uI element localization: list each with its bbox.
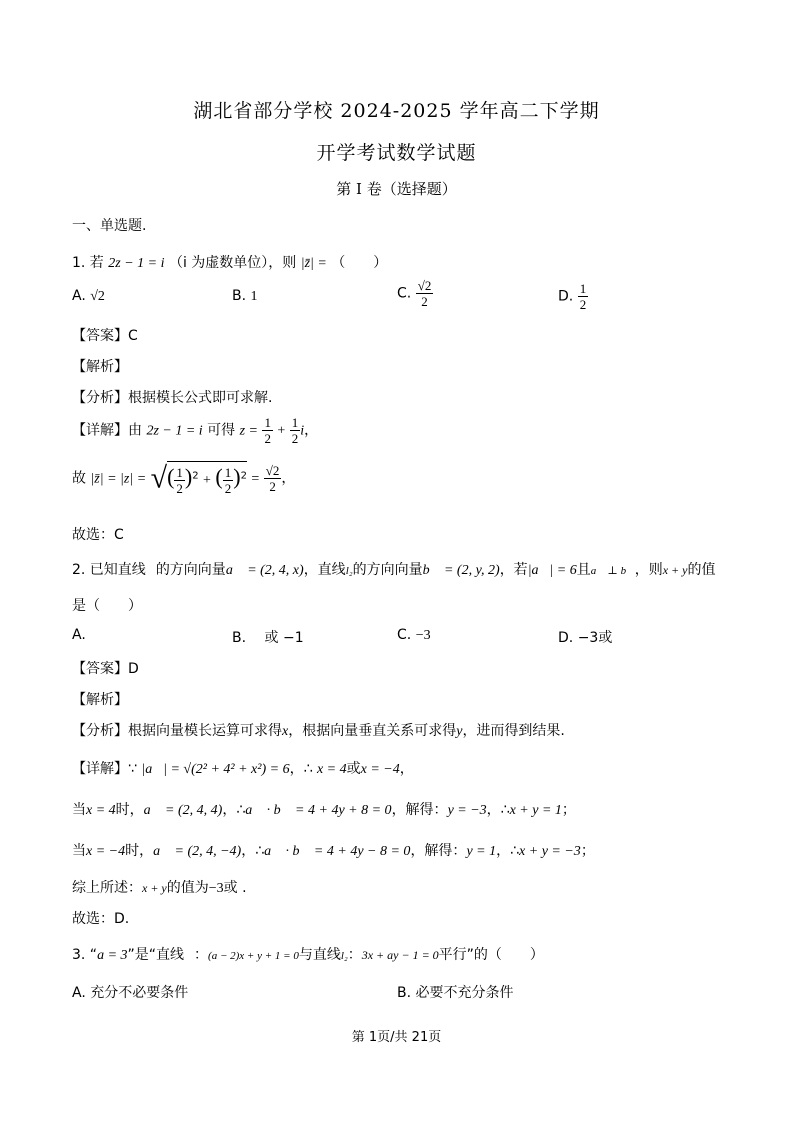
q1-modulus-line: 故 |z̄| = |z| = √( $\frac{1}{2}$ )$^2$ + ( $\frac{1}{2}$ )$^2$ = $\frac{√2}{2}$ ， — [72, 461, 296, 496]
q2-text-2: 的方向向量 — [155, 562, 226, 578]
q1-rad-half-1-num: 1 — [176, 464, 183, 480]
q1-half-2-num: 1 — [291, 415, 299, 430]
title-line-1: 湖北省部分学校 2024-2025 学年高二下学期 — [193, 100, 600, 122]
q2-option-c — [397, 627, 431, 644]
q2-detail-mid: ，∴ — [289, 761, 313, 777]
q2-summary-c: 或 . — [223, 880, 247, 896]
q2-vector-b: b⃗ = (2, y, 2) — [422, 563, 500, 578]
q2-xy: x + y — [662, 563, 688, 577]
q1-mid: （i 为虚数单位），则 — [168, 255, 297, 271]
q1-option-d-fraction — [578, 281, 589, 312]
q2-case-2 — [72, 840, 595, 860]
q1-half-2 — [290, 415, 301, 446]
q1-detail — [72, 415, 318, 446]
q1-option-a-label: A. — [72, 288, 86, 304]
q2-case1-b: 时， — [115, 802, 144, 818]
q2-end-comma: ， — [399, 761, 414, 777]
q1-option-d-label: D. — [558, 288, 574, 305]
q3-text-1: 3. “ — [72, 947, 98, 963]
q2-fenxi-x: x — [282, 724, 289, 739]
q1-abs: |z̄| = — [300, 256, 327, 271]
q1-option-c-num: √2 — [417, 278, 432, 293]
q1-half-1 — [262, 415, 273, 446]
q2-case2-b: 时， — [125, 843, 154, 859]
q2-option-d — [558, 627, 612, 647]
q1-option-b-label: B. — [232, 288, 247, 304]
q3-option-b: B. 必要不充分条件 — [397, 985, 514, 1001]
q3-text-3: 与直线 — [298, 947, 341, 963]
q2-l2: l₂ — [345, 565, 353, 577]
q1-gu: 故 — [72, 470, 86, 487]
q1-rad-half-1 — [174, 465, 185, 496]
q2-choose: 故选：D. — [72, 911, 130, 927]
q2-case2-x: x = −4 — [86, 844, 126, 859]
q1-equation: 2z − 1 = i — [108, 256, 165, 271]
q1-mod-eq: |z̄| = |z| = — [90, 471, 147, 487]
q2-summary-a: 综上所述： — [72, 880, 142, 896]
q2-detail-eq: |a⃗| = √(2² + 4² + x²) = 6 — [141, 762, 290, 777]
q2-answer: 【答案】D — [72, 661, 139, 677]
q1-option-a — [72, 288, 105, 305]
q1-option-a-value: √2 — [90, 289, 105, 304]
q2-text-6: 且 — [576, 562, 591, 578]
q1-option-c-fraction — [416, 278, 434, 309]
q3-l2-eq: 3x + ay − 1 = 0 — [361, 948, 439, 962]
q1-detail-label: 【详解】由 — [72, 422, 142, 439]
q1-sq-1: 2 — [192, 470, 199, 482]
q2-vector-a: a⃗ = (2, 4, x) — [225, 563, 304, 578]
q2-text-7: ，则 — [634, 562, 663, 578]
q2-case1-sum: x + y = 1 — [509, 803, 562, 818]
q2-case1-c: ，∴ — [222, 802, 246, 818]
q2-case1-f: ； — [561, 802, 576, 818]
q3-cond: a = 3 — [97, 948, 128, 963]
q2-case2-c: ，∴ — [241, 843, 265, 859]
q2-fenxi-2: ，根据向量垂直关系可求得 — [288, 723, 457, 739]
q2-case2-sum: x + y = −3 — [519, 844, 581, 859]
q1-radicand: ( $\frac{1}{2}$ )$^2$ + ( $\frac{1}{2}$ )$^2$ — [167, 461, 247, 496]
q2-case2-dot: a⃗ · b⃗ = 4 + 4y − 8 = 0 — [264, 844, 411, 859]
q2-case1-y: y = −3 — [447, 803, 487, 818]
q1-fenxi: 【分析】根据模长公式即可求解. — [72, 390, 273, 406]
q3-text-5: 平行”的（ ） — [438, 947, 544, 963]
q2-summary-b: 的值为 — [166, 880, 209, 896]
question-1-stem — [72, 252, 387, 272]
q2-summary — [72, 877, 247, 897]
q1-analysis-heading: 【解析】 — [72, 359, 128, 375]
q2-case1-dot: a⃗ · b⃗ = 4 + 4y + 8 = 0 — [245, 803, 392, 818]
q2-option-d-label: D. — [558, 630, 574, 646]
q1-result-den: 2 — [269, 478, 276, 494]
q1-option-b — [232, 288, 258, 305]
q2-case2-e: ，∴ — [496, 843, 520, 859]
q2-option-b-value: 或 −1 — [264, 630, 304, 646]
page-footer: 第 1页/共 21页 — [351, 1030, 442, 1045]
q1-option-c — [397, 278, 433, 309]
title-line-2: 开学考试数学试题 — [316, 142, 477, 164]
q1-rad-half-2-den: 2 — [224, 480, 232, 496]
q1-option-b-value: 1 — [250, 289, 258, 304]
q2-case2-d: ，解得： — [410, 843, 467, 859]
q1-option-c-label: C. — [397, 285, 412, 302]
volume-heading: 第 I 卷（选择题） — [336, 180, 457, 198]
sqrt-icon: √ — [150, 461, 168, 495]
q3-option-a: A. 充分不必要条件 — [72, 985, 189, 1001]
q2-case2-a: 当 — [72, 843, 86, 859]
q1-paren: （ ） — [331, 255, 388, 271]
q2-or: 或 — [346, 761, 361, 777]
q1-choose: 故选：C — [72, 527, 124, 543]
q3-text-4: ： — [347, 947, 362, 963]
q1-detail-z: z = — [239, 423, 258, 439]
q2-case1-x: x = 4 — [86, 803, 116, 818]
q1-rad-half-2 — [223, 465, 234, 496]
q2-summary-xy: x + y — [142, 881, 167, 895]
q2-text-1: 2. 已知直线 — [72, 562, 146, 578]
q1-option-d — [558, 281, 588, 312]
q1-rad-plus: + — [203, 473, 211, 488]
q1-option-c-den: 2 — [421, 294, 428, 309]
q1-half-1-den: 2 — [264, 431, 271, 446]
q2-analysis-heading: 【解析】 — [72, 692, 128, 708]
q2-stem-cont: 是（ ） — [72, 598, 142, 614]
question-2-stem — [72, 559, 715, 579]
q2-fenxi-1: 【分析】根据向量模长运算可求得 — [72, 723, 282, 739]
q3-l2: l₂ — [340, 950, 348, 962]
q2-case1-d: ，解得： — [391, 802, 448, 818]
section-heading: 一、单选题. — [72, 218, 147, 234]
q2-fenxi — [72, 720, 565, 740]
q2-xm4: x = −4 — [360, 762, 400, 777]
q2-case1-vec: a⃗ = (2, 4, 4) — [143, 803, 223, 818]
q2-case2-vec: a⃗ = (2, 4, −4) — [153, 844, 242, 859]
q2-detail-label: 【详解】∵ — [72, 761, 137, 777]
q2-case1-e: ，∴ — [486, 802, 510, 818]
q2-option-c-value: −3 — [415, 628, 431, 643]
q2-case2-f: ； — [580, 843, 595, 859]
q2-case1-a: 当 — [72, 802, 86, 818]
q2-fenxi-y: y — [456, 724, 463, 739]
q2-option-d-value: −3或 — [577, 630, 613, 646]
q2-summary-v: −3 — [208, 881, 224, 896]
q1-detail-mid: 可得 — [207, 422, 236, 439]
q3-l1-eq: (a − 2)x + y + 1 = 0 — [208, 950, 299, 962]
q1-comma: ， — [304, 422, 319, 439]
q2-option-b-label: B. — [232, 630, 247, 646]
q1-sq-2: 2 — [240, 470, 247, 482]
question-3-stem — [72, 944, 544, 964]
q2-text-8: 的值 — [687, 562, 716, 578]
q2-perp: a⃗ ⊥ b⃗ — [590, 565, 635, 577]
q1-detail-eq: 2z − 1 = i — [146, 423, 203, 439]
q1-half-2-den: 2 — [291, 431, 299, 446]
q2-text-3: ，直线 — [303, 562, 346, 578]
q1-plus: + — [277, 423, 286, 439]
q2-case-1 — [72, 799, 576, 819]
q2-x4: x = 4 — [316, 762, 347, 777]
q3-colon: ： — [194, 947, 209, 963]
q1-option-d-num: 1 — [579, 281, 587, 296]
q2-text-5: ，若 — [499, 562, 528, 578]
q3-text-2: ”是“直线 — [127, 947, 185, 963]
q1-rad-half-2-num: 1 — [224, 464, 232, 480]
q2-detail — [72, 758, 414, 778]
q1-half-1-num: 1 — [264, 415, 271, 430]
q1-prefix: 1. 若 — [72, 255, 104, 271]
q1-option-d-den: 2 — [579, 297, 587, 312]
q1-result-fraction — [264, 463, 282, 494]
q2-option-c-label: C. — [397, 627, 412, 643]
q2-option-b — [232, 627, 304, 647]
q2-option-a: A. — [72, 627, 86, 643]
q1-result-comma: ， — [281, 470, 296, 487]
q2-case2-y: y = 1 — [466, 844, 497, 859]
q1-sqrt-expression — [151, 461, 247, 496]
q2-fenxi-3: ，进而得到结果. — [462, 723, 565, 739]
q1-i: i — [300, 423, 305, 439]
q2-mod-a: |a⃗| = 6 — [527, 563, 577, 578]
q2-text-4: 的方向向量 — [352, 562, 423, 578]
q1-answer: 【答案】C — [72, 328, 138, 344]
q1-rad-half-1-den: 2 — [176, 480, 183, 496]
q1-result-num: √2 — [265, 462, 280, 478]
